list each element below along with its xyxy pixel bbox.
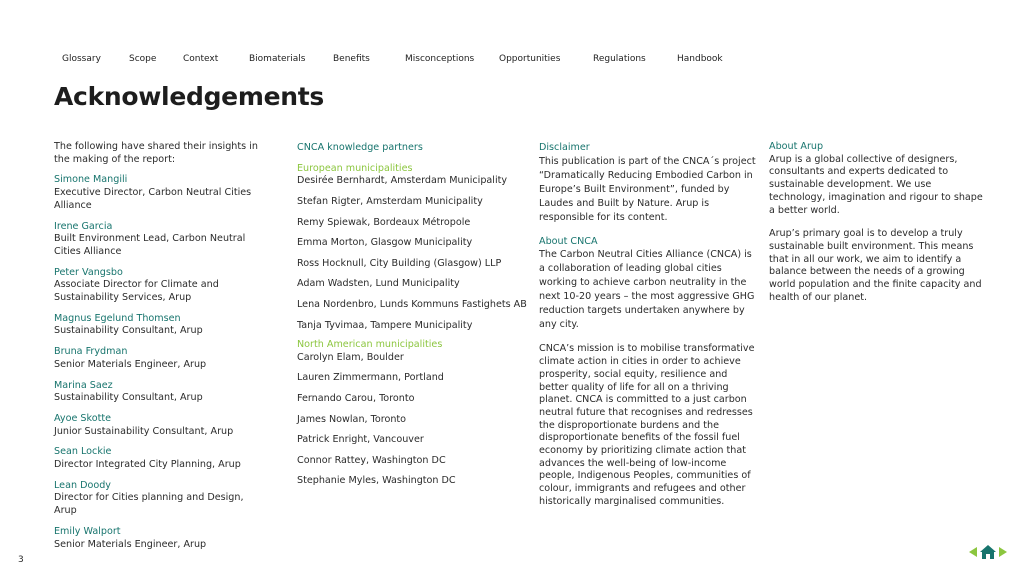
next-page-icon[interactable] [999,547,1007,557]
contributor-name: Lean Doody [54,479,111,491]
north-american-partner: Carolyn Elam, Boulder [297,351,404,363]
contributor-role: Director for Cities planning and Design, Arup [54,492,244,517]
north-american-partner: Stephanie Myles, Washington DC [297,475,456,487]
north-american-partner: Fernando Carou, Toronto [297,393,415,405]
european-partner: Stefan Rigter, Amsterdam Municipality [297,196,483,207]
nav-misconceptions[interactable]: Misconceptions [405,54,475,64]
nav-handbook[interactable]: Handbook [677,54,723,64]
contributor-name: Simone Mangili [54,174,128,186]
about-cnca-heading: About CNCA [539,235,598,247]
contributors-column [54,141,264,559]
intro-text: The following have shared their insights in the making of the report: [54,141,258,165]
contributor [54,526,264,551]
contributor-role: Senior Materials Engineer, Arup [54,538,207,550]
nav-benefits[interactable]: Benefits [333,54,370,64]
page-number: 3 [18,555,24,565]
contributor-name: Irene Garcia [54,220,113,232]
european-partner: Desirée Bernhardt, Amsterdam Municipality [297,175,508,187]
north-american-partner: Patrick Enright, Vancouver [297,434,424,446]
contributor-name: Ayoe Skotte [54,412,112,424]
contributor-name: Bruna Frydman [54,346,128,358]
about-arup-column [769,141,985,315]
contributor-role: Associate Director for Climate and Sustainability Services, Arup [54,279,219,304]
european-partner: Tanja Tyvimaa, Tampere Municipality [297,319,473,331]
contributor-name: Magnus Egelund Thomsen [54,312,181,324]
contributor-name: Emily Walport [54,525,121,537]
contributor-role: Junior Sustainability Consultant, Arup [54,425,234,437]
disclaimer-heading: Disclaimer [539,142,590,153]
north-american-partner: Lauren Zimmermann, Portland [297,372,444,384]
nav-scope[interactable]: Scope [129,54,157,64]
contributor [54,346,264,371]
contributor [54,413,264,438]
nav-context[interactable]: Context [183,54,219,64]
contributor-role: Sustainability Consultant, Arup [54,325,203,337]
partners-column [297,142,537,496]
contributor-name: Sean Lockie [54,446,112,458]
home-icon[interactable] [980,545,996,559]
about-cnca-text: The Carbon Neutral Cities Alliance (CNCA) is a collaboration of leading global cities working to achieve carbon neutrality in the next 10-20 years – the most aggressive GHG reduction targets undertaken anywhere by any city. [539,249,755,331]
north-american-partner: Connor Rattey, Washington DC [297,454,446,466]
contributor-role: Sustainability Consultant, Arup [54,392,203,404]
contributor-role: Senior Materials Engineer, Arup [54,358,207,370]
contributor [54,313,264,338]
cnca-mission-text: CNCA’s mission is to mobilise transformative climate action in cities in order to achieve prosperity, social equity, resilience and better quality of life for all on a thriving planet. CNCA is committed to a just carbon neutral future that recognises and redresses the disproportionate burdens and the disproportionate benefits of the fossil fuel economy by prioritizing climate action that advances the well-being of low-income people, Indigenous Peoples, communities of colour, immigrants and refugees and other historically marginalised communities. [539,343,755,507]
page-navigation [969,545,1007,559]
nav-opportunities[interactable]: Opportunities [499,54,561,64]
north-american-partner: James Nowlan, Toronto [297,413,407,425]
european-partner: Adam Wadsten, Lund Municipality [297,278,460,290]
arup-goal-text: Arup’s primary goal is to develop a truly sustainable built environment. This means that in all our work, we aim to identify a balance between the needs of a growing world population and the finite capacity and health of our planet. [769,228,982,303]
european-partner: Remy Spiewak, Bordeaux Métropole [297,216,471,228]
contributor-name: Marina Saez [54,379,113,391]
page-title: Acknowledgements [54,82,324,111]
nav-regulations[interactable]: Regulations [593,54,646,64]
about-arup-text: Arup is a global collective of designers, consultants and experts dedicated to sustainable development. We use technology, imagination and rigour to shape a better world. [769,153,983,216]
contributor-role: Built Environment Lead, Carbon Neutral Cities Alliance [54,233,246,257]
european-partner: Ross Hocknull, City Building (Glasgow) LLP [297,257,502,269]
european-heading: European municipalities [297,162,413,174]
european-partner: Emma Morton, Glasgow Municipality [297,237,473,249]
contributor-role: Executive Director, Carbon Neutral Cities Alliance [54,187,252,211]
disclaimer-column [539,142,757,520]
contributor [54,480,264,518]
contributor [54,267,264,305]
contributor [54,221,264,259]
about-arup-heading: About Arup [769,141,824,152]
north-american-heading: North American municipalities [297,339,443,351]
european-partner: Lena Nordenbro, Lunds Kommuns Fastighets AB [297,298,527,310]
previous-page-icon[interactable] [969,547,977,557]
nav-glossary[interactable]: Glossary [62,54,101,64]
contributor-name: Peter Vangsbo [54,266,123,278]
contributor [54,380,264,405]
partners-heading: CNCA knowledge partners [297,142,423,153]
disclaimer-text: This publication is part of the CNCA´s project “Dramatically Reducing Embodied Carbon in Europe’s Built Environment”, funded by Laudes and Built by Nature. Arup is responsible for its content. [539,155,756,223]
contributor-role: Director Integrated City Planning, Arup [54,459,241,471]
contributor [54,446,264,471]
contributor [54,174,264,212]
nav-biomaterials[interactable]: Biomaterials [249,54,306,64]
